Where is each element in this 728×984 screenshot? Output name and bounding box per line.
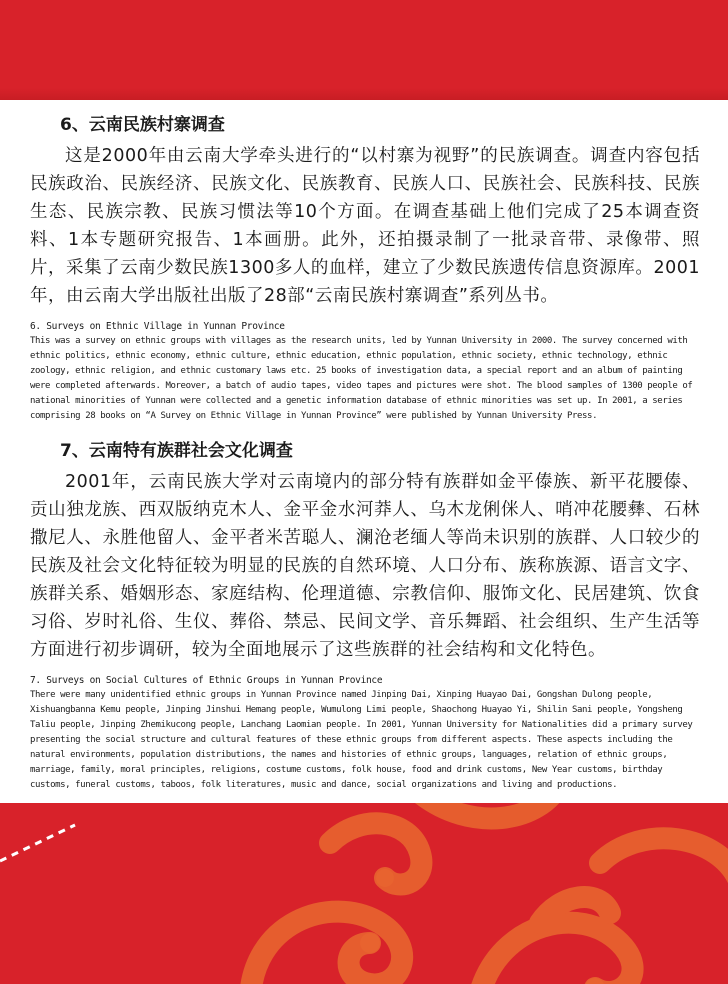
section-6-chinese-body: 这是2000年由云南大学牵头进行的“以村寨为视野”的民族调查。调查内容包括民族政治、民族经济、民族文化、民族教育、民族人口、民族社会、民族科技、民族生态、民族宗教、民族习惯法等10个方面。在调查基础上他们完成了25本调查资料、1本专题研究报告、1本画册。此外，还拍摄录制了一批录音带、录像带、照片，采集了云南少数民族1300多人的血样，建立了少数民族遗传信息资源库。2001年，由云南大学出版社出版了28部“云南民族村寨调查”系列丛书。 (30, 146, 700, 306)
document-content (30, 112, 700, 807)
bottom-decorative-band (0, 803, 728, 984)
section-7-english-title: 7. Surveys on Social Cultures of Ethnic Groups in Yunnan Province (30, 675, 383, 686)
section-6-english-title: 6. Surveys on Ethnic Village in Yunnan Province (30, 321, 285, 332)
section-7-title: 7、云南特有族群社会文化调查 (60, 441, 293, 461)
section-7-english-body: There were many unidentified ethnic groups in Yunnan Province named Jinping Dai, Xinping Huayao Dai, Gongshan Dulong people, Xishuangbanna Kemu people, Jinping Jinshui Hemang people, Wumulong Limi people, Shaochong Huayao Yi, Shilin Sani people, Yongsheng Taliu people, Jinping Zhemikucong people, Lanchang Laomian people. In 2001, Yunnan University for Nationalities did a primary survey presenting the social structure and cultural features of these ethnic groups from different aspects. These aspects including the natural environments, population distributions, the names and histories of ethnic groups, languages, relation of ethnic groups, marriage, family, moral principles, religions, costume customs, folk house, food and drink customs, New Year customs, birthday customs, funeral customs, taboos, folk literatures, music and dance, social organizations and living and productions. (30, 690, 693, 790)
section-7-chinese-body: 2001年，云南民族大学对云南境内的部分特有族群如金平傣族、新平花腰傣、贡山独龙族、西双版纳克木人、金平金水河莽人、乌木龙俐侎人、哨冲花腰彝、石林撒尼人、永胜他留人、金平者米苦聪人、澜沧老缅人等尚未识别的族群、人口较少的民族及社会文化特征较为明显的民族的自然环境、人口分布、族称族源、语言文字、族群关系、婚姻形态、家庭结构、伦理道德、宗教信仰、服饰文化、民居建筑、饮食习俗、岁时礼俗、生仪、葬俗、禁忌、民间文学、音乐舞蹈、社会组织、生产生活等方面进行初步调研，较为全面地展示了这些族群的社会结构和文化特色。 (30, 472, 700, 660)
cloud-swirl-pattern (0, 803, 728, 984)
top-red-band (0, 0, 728, 100)
section-6-english-body: This was a survey on ethnic groups with villages as the research units, led by Yunnan University in 2000. The survey concerned with ethnic politics, ethnic economy, ethnic culture, ethnic education, ethnic population, ethnic society, ethnic technology, ethnic zoology, ethnic religion, and ethnic customary laws etc. 25 books of investigation data, a special report and an album of painting were completed afterwards. Moreover, a batch of audio tapes, video tapes and pictures were shot. The blood samples of 1300 people of national minorities of Yunnan were collected and a genetic information database of ethnic minorities was set up. In 2001, a series comprising 28 books on “A Survey on Ethnic Village in Yunnan Province” were published by Yunnan University Press. (30, 336, 693, 421)
section-6-title: 6、云南民族村寨调查 (60, 115, 225, 135)
